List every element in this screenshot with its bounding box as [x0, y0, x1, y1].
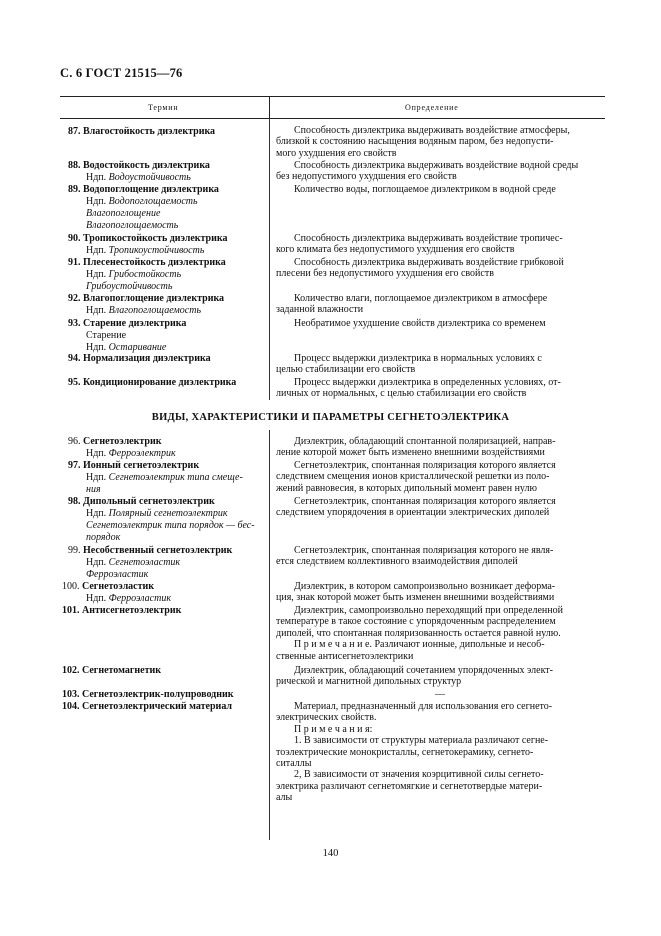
- definition-line: целью стабилизации его свойств: [276, 364, 416, 376]
- definition-line: Диэлектрик, обладающий сочетанием упорядоченных элект-: [294, 665, 553, 676]
- term-entry: [68, 353, 211, 364]
- term-text: Ндп.: [86, 593, 109, 604]
- term-text: Ндп.: [86, 196, 109, 207]
- term-text: Влагопоглощение: [86, 208, 161, 219]
- term-entry: [68, 545, 232, 556]
- term-entry: [62, 581, 154, 592]
- definition-block: [276, 436, 598, 459]
- definition-block: [276, 233, 598, 256]
- term-entry: [68, 377, 236, 388]
- definition-block: [276, 665, 598, 688]
- term-text: 100.: [62, 581, 82, 592]
- term-entry: [68, 460, 199, 471]
- column-header-definition: Определение: [405, 103, 459, 112]
- definition-line: Процесс выдержки диэлектрика в определенных условиях, от-: [294, 377, 561, 388]
- definition-block: [276, 293, 598, 316]
- column-header-term: Термин: [148, 103, 179, 112]
- definition-block: [276, 353, 598, 376]
- page-number: 140: [322, 848, 339, 859]
- term-text: 91. Плесенестойкость диэлектрика: [68, 257, 226, 268]
- term-entry: [68, 318, 186, 329]
- term-name: Несобственный сегнетоэлектрик: [83, 545, 233, 556]
- definition-line: Способность диэлектрика выдерживать воздействие грибковой: [294, 257, 564, 268]
- term-entry: [62, 665, 161, 676]
- term-entry: [86, 472, 243, 483]
- term-entry: [86, 484, 101, 495]
- term-entry: [68, 257, 226, 268]
- term-synonym: Остаривание: [108, 342, 167, 353]
- term-entry: [86, 508, 228, 519]
- term-entry: [68, 293, 224, 304]
- term-synonym: Ферроэлектрик: [108, 448, 176, 459]
- term-text: Ндп.: [86, 472, 109, 483]
- column-divider-lower: [269, 430, 270, 840]
- definition-line: Диэлектрик, самопроизвольно переходящий при определенной: [294, 605, 563, 616]
- term-text: 97. Ионный сегнетоэлектрик: [68, 460, 200, 471]
- definition-line: диполей, что спонтанная поляризованность остается равной нулю.: [276, 627, 561, 639]
- term-entry: [86, 172, 191, 183]
- definition-line: электрика различают сегнетомягкие и сегнетотвердые матери-: [276, 780, 543, 792]
- term-entry: [86, 532, 120, 543]
- term-text: 101. Антисегнетоэлектрик: [62, 605, 182, 616]
- term-entry: [86, 208, 160, 219]
- empty-definition-dash: —: [435, 689, 445, 700]
- definition-line: ется следствием коллективного взаимодействия диполей: [276, 556, 518, 568]
- definition-block: [276, 318, 598, 329]
- definition-block: [276, 184, 598, 195]
- definition-line: 1. В зависимости от структуры материала различают сегне-: [294, 735, 549, 747]
- definition-line: Способность диэлектрика выдерживать воздействие атмосферы,: [294, 125, 570, 136]
- term-text: 95. Кондиционирование диэлектрика: [68, 377, 237, 388]
- definition-block: [276, 125, 598, 159]
- term-entry: [68, 126, 215, 137]
- definition-line: Необратимое ухудшение свойств диэлектрика со временем: [294, 318, 546, 329]
- term-entry: [86, 245, 204, 256]
- definition-line: ситаллы: [276, 758, 312, 770]
- definition-line: заданной влажности: [276, 304, 364, 316]
- term-text: Ндп.: [86, 557, 109, 568]
- term-entry: [86, 342, 166, 353]
- definition-line: Способность диэлектрика выдерживать воздействие водной среды: [294, 160, 579, 171]
- term-text: 88. Водостойкость диэлектрика: [68, 160, 210, 171]
- term-text: Ндп.: [86, 305, 109, 316]
- term-text: 90. Тропикостойкость диэлектрика: [68, 233, 228, 244]
- definition-line: 2, В зависимости от значения коэрцитивной силы сегнето-: [294, 769, 544, 781]
- definition-line: температуре в такое состояние с упорядоченным распределением: [276, 616, 556, 628]
- term-text: 93. Старение диэлектрика: [68, 318, 187, 329]
- term-entry: [86, 281, 172, 292]
- term-text: Ндп.: [86, 342, 109, 353]
- definition-line: тоэлектрические монокристаллы, сегнетокерамику, сегнето-: [276, 746, 534, 758]
- definition-line: алы: [276, 792, 293, 804]
- definition-line: ственные антисегнетоэлектрики: [276, 650, 414, 662]
- definition-block: [276, 701, 598, 804]
- definition-line: жений равновесия, в которых дипольный момент равен нулю: [276, 482, 537, 494]
- term-synonym: Грибостойкость: [108, 269, 182, 280]
- term-entry: [86, 557, 180, 568]
- definition-block: [276, 605, 598, 662]
- term-synonym: Влагопоглощаемость: [108, 305, 201, 316]
- term-synonym: Сегнетоэластик: [108, 557, 181, 568]
- column-divider-upper: [269, 118, 270, 400]
- definition-line: Сегнетоэлектрик, спонтанная поляризация которого не явля-: [294, 545, 554, 556]
- term-text: 102. Сегнетомагнетик: [62, 665, 162, 676]
- term-entry: [62, 605, 181, 616]
- definition-line: Диэлектрик, обладающий спонтанной поляризацией, направ-: [294, 436, 556, 447]
- term-entry: [62, 689, 234, 700]
- term-synonym: Полярный сегнетоэлектрик: [108, 508, 228, 519]
- term-entry: [86, 269, 181, 280]
- term-name: Сегнетоэластик: [82, 581, 155, 592]
- section-title: ВИДЫ, ХАРАКТЕРИСТИКИ И ПАРАМЕТРЫ СЕГНЕТОЭЛЕКТРИКА: [151, 412, 510, 423]
- term-text: 92. Влагопоглощение диэлектрика: [68, 293, 225, 304]
- term-entry: [86, 220, 178, 231]
- term-entry: [86, 448, 176, 459]
- definition-line: Сегнетоэлектрик, спонтанная поляризация которого является: [294, 496, 556, 507]
- term-text: ния: [86, 484, 101, 495]
- definition-line: Диэлектрик, в котором самопроизвольно возникает деформа-: [294, 581, 556, 592]
- term-text: Старение: [86, 330, 127, 341]
- term-synonym: Ферроэластик: [108, 593, 172, 604]
- term-text: Ндп.: [86, 448, 109, 459]
- definition-block: [276, 377, 598, 400]
- definition-block: [276, 160, 598, 183]
- definition-line: кого климата без недопустимого ухудшения его свойств: [276, 244, 515, 256]
- term-entry: [86, 569, 148, 580]
- definition-line: ция, знак которой может быть изменен внешними воздействиями: [276, 592, 555, 604]
- term-synonym: Водоустойчивость: [108, 172, 191, 183]
- term-text: Влагопоглощаемость: [86, 220, 179, 231]
- term-text: Грибоустойчивость: [86, 281, 173, 292]
- term-entry: [62, 701, 232, 712]
- term-name: Сегнетоэлектрик: [83, 436, 162, 447]
- definition-line: электрических свойств.: [276, 712, 377, 724]
- term-text: 89. Водопоглощение диэлектрика: [68, 184, 219, 195]
- definition-line: личных от нормальных, с целью стабилизации его свойств: [276, 388, 527, 400]
- term-entry: [86, 305, 201, 316]
- term-text: 94. Нормализация диэлектрика: [68, 353, 211, 364]
- term-entry: [86, 196, 198, 207]
- term-entry: [86, 593, 171, 604]
- definition-line: рической и магнитной дипольных структур: [276, 676, 462, 688]
- definition-block: [276, 257, 598, 280]
- definition-line: Количество воды, поглощаемое диэлектриком в водной среде: [294, 184, 556, 195]
- definition-line: мого ухудшения его свойств: [276, 147, 397, 159]
- definition-block: [276, 545, 598, 568]
- term-entry: [86, 330, 126, 341]
- definition-line: Сегнетоэлектрик, спонтанная поляризация которого является: [294, 460, 556, 471]
- definition-line: следствием смещения ионов кристаллической решетки из поло-: [276, 471, 550, 483]
- definition-block: [276, 460, 598, 494]
- definition-line: плесени без недопустимого ухудшения его свойств: [276, 268, 494, 280]
- definition-line: Материал, предназначенный для использования его сегнето-: [294, 701, 553, 712]
- definition-line: Количество влаги, поглощаемое диэлектриком в атмосфере: [294, 293, 548, 304]
- definition-block: [276, 581, 598, 604]
- table-top-rule: [60, 96, 605, 97]
- term-synonym: Сегнетоэлектрик типа смеще-: [108, 472, 243, 483]
- table-header-divider: [269, 96, 270, 119]
- term-synonym: Тропикоустойчивость: [108, 245, 205, 256]
- term-entry: [68, 496, 215, 507]
- term-text: Ндп.: [86, 172, 109, 183]
- term-text: 103. Сегнетоэлектрик-полупроводник: [62, 689, 234, 700]
- term-text: 98. Дипольный сегнетоэлектрик: [68, 496, 215, 507]
- term-synonym: Водопоглощаемость: [108, 196, 198, 207]
- term-text: Ндп.: [86, 508, 109, 519]
- definition-line: П р и м е ч а н и я:: [294, 723, 373, 735]
- term-text: Ндп.: [86, 269, 109, 280]
- term-text: 104. Сегнетоэлектрический материал: [62, 701, 233, 712]
- term-entry: [68, 436, 162, 447]
- definition-line: близкой к состоянию насыщения водяным паром, без недопусти-: [276, 136, 554, 148]
- term-text: Сегнетоэлектрик типа порядок — бес-: [86, 520, 255, 531]
- definition-line: следствием упорядочения в ориентации электрических диполей: [276, 507, 550, 519]
- term-text: порядок: [86, 532, 121, 543]
- term-entry: [68, 160, 210, 171]
- term-text: 99.: [68, 545, 83, 556]
- term-text: 96.: [68, 436, 83, 447]
- term-entry: [68, 184, 219, 195]
- definition-line: П р и м е ч а н и е. Различают ионные, дипольные и несоб-: [294, 639, 545, 651]
- definition-block: [276, 496, 598, 519]
- term-entry: [86, 520, 255, 531]
- definition-line: ление которой может быть изменено внешними воздействиями: [276, 447, 545, 459]
- term-text: Ферроэластик: [86, 569, 149, 580]
- definition-line: без недопустимого ухудшения его свойств: [276, 171, 457, 183]
- document-header: С. 6 ГОСТ 21515—76: [60, 66, 183, 80]
- table-header-rule: [60, 118, 605, 119]
- term-entry: [68, 233, 228, 244]
- term-text: 87. Влагостойкость диэлектрика: [68, 126, 216, 137]
- definition-line: Способность диэлектрика выдерживать воздействие тропичес-: [294, 233, 563, 244]
- term-text: Ндп.: [86, 245, 109, 256]
- definition-line: Процесс выдержки диэлектрика в нормальных условиях с: [294, 353, 542, 364]
